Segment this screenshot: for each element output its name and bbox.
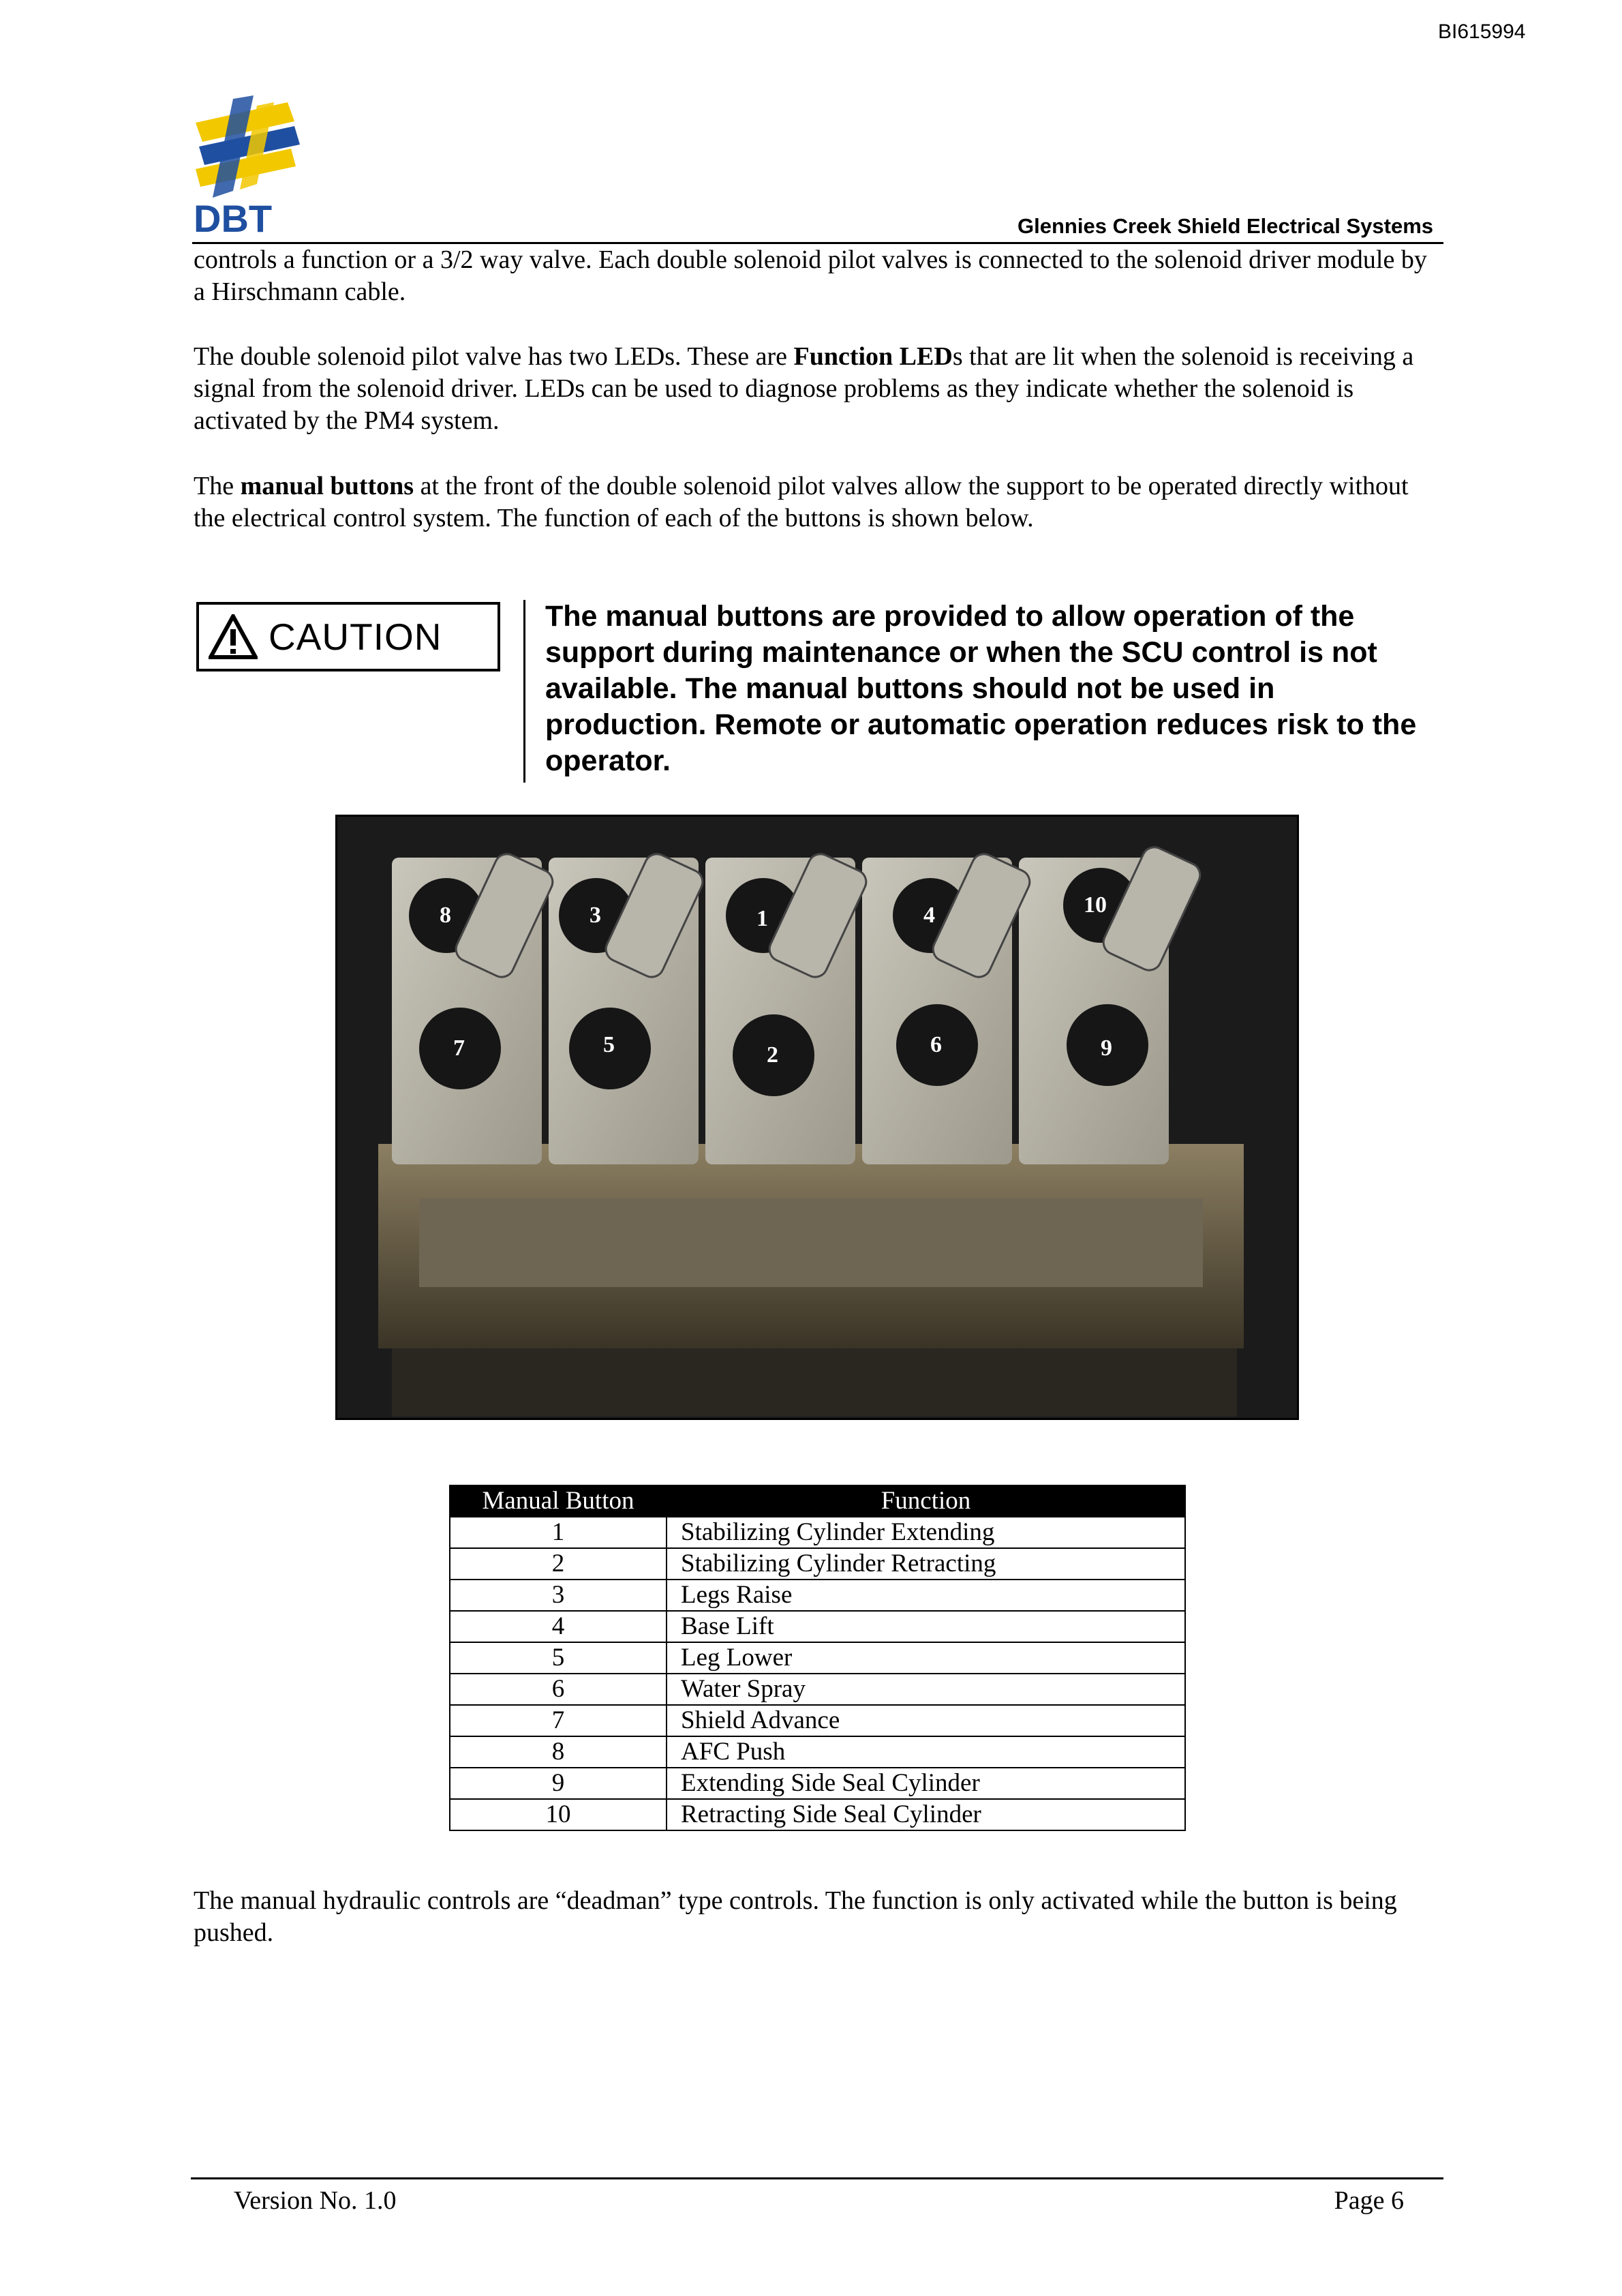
column-header: Manual Button: [450, 1485, 667, 1517]
dbt-logo: [192, 95, 308, 239]
button-function: Extending Side Seal Cylinder: [667, 1768, 1185, 1799]
table-row: [450, 1674, 1185, 1705]
paragraph-1: controls a function or a 3/2 way valve. Each double solenoid pilot valves is connected to the solenoid driver module by a Hirschmann cable.: [194, 245, 1427, 306]
logo-text: DBT: [194, 197, 273, 239]
button-function: AFC Push: [667, 1736, 1185, 1768]
button-function: Water Spray: [667, 1674, 1185, 1705]
button-number: 2: [450, 1548, 667, 1580]
footer-rule: [191, 2177, 1443, 2179]
svg-text:10: 10: [1084, 892, 1107, 918]
svg-text:2: 2: [767, 1042, 778, 1068]
caution-text: The manual buttons are provided to allow operation of the support during maintenance or when the SCU control is not available. The manual buttons should not be used in production. Remote or automatic operation reduces risk to the operator.: [545, 600, 1417, 777]
button-number: 1: [450, 1517, 667, 1548]
button-number: 10: [450, 1799, 667, 1830]
svg-text:5: 5: [603, 1032, 615, 1057]
button-number: 5: [450, 1642, 667, 1674]
button-function: Leg Lower: [667, 1642, 1185, 1674]
button-function: Shield Advance: [667, 1705, 1185, 1736]
manual-button-table: [449, 1485, 1186, 1831]
button-function: Legs Raise: [667, 1580, 1185, 1611]
caution-label: CAUTION: [269, 616, 442, 658]
button-function: Retracting Side Seal Cylinder: [667, 1799, 1185, 1830]
table-row: [450, 1642, 1185, 1674]
svg-text:8: 8: [440, 903, 451, 928]
column-header: Function: [667, 1485, 1185, 1517]
table-row: [450, 1548, 1185, 1580]
svg-text:7: 7: [453, 1036, 465, 1061]
table-row: [450, 1705, 1185, 1736]
table-row: [450, 1768, 1185, 1799]
table-row: [450, 1799, 1185, 1830]
button-function: Base Lift: [667, 1611, 1185, 1642]
svg-text:3: 3: [590, 903, 601, 928]
table-row: [450, 1736, 1185, 1768]
header-title: Glennies Creek Shield Electrical Systems: [1017, 214, 1433, 238]
warning-triangle-icon: [209, 614, 258, 659]
paragraph-3: The manual buttons at the front of the double solenoid pilot valves allow the support to be operated directly without the electrical control system. The function of each of the buttons is shown below.: [194, 472, 1409, 532]
button-number: 6: [450, 1674, 667, 1705]
svg-text:9: 9: [1101, 1036, 1112, 1061]
svg-text:1: 1: [756, 906, 768, 931]
svg-text:4: 4: [923, 903, 935, 928]
button-number: 9: [450, 1768, 667, 1799]
table-row: [450, 1517, 1185, 1548]
caution-badge: [196, 602, 500, 671]
table-row: [450, 1580, 1185, 1611]
valve-photo: [335, 815, 1299, 1420]
paragraph-2: The double solenoid pilot valve has two LEDs. These are Function LEDs that are lit when the solenoid is receiving a signal from the solenoid driver. LEDs can be used to diagnose problems as they indicate whether the solenoid is activated by the PM4 system.: [194, 342, 1414, 435]
svg-text:6: 6: [930, 1032, 942, 1057]
button-number: 4: [450, 1611, 667, 1642]
button-number: 8: [450, 1736, 667, 1768]
table-row: [450, 1611, 1185, 1642]
paragraph-4: The manual hydraulic controls are “deadman” type controls. The function is only activated while the button is being pushed.: [194, 1886, 1397, 1947]
button-number: 7: [450, 1705, 667, 1736]
footer-page-number: Page 6: [1334, 2186, 1404, 2215]
caution-divider: [523, 600, 525, 783]
button-function: Stabilizing Cylinder Extending: [667, 1517, 1185, 1548]
document-id: BI615994: [1438, 20, 1526, 43]
button-function: Stabilizing Cylinder Retracting: [667, 1548, 1185, 1580]
table-header-row: [450, 1485, 1185, 1517]
button-number: 3: [450, 1580, 667, 1611]
footer-version: Version No. 1.0: [234, 2186, 397, 2215]
